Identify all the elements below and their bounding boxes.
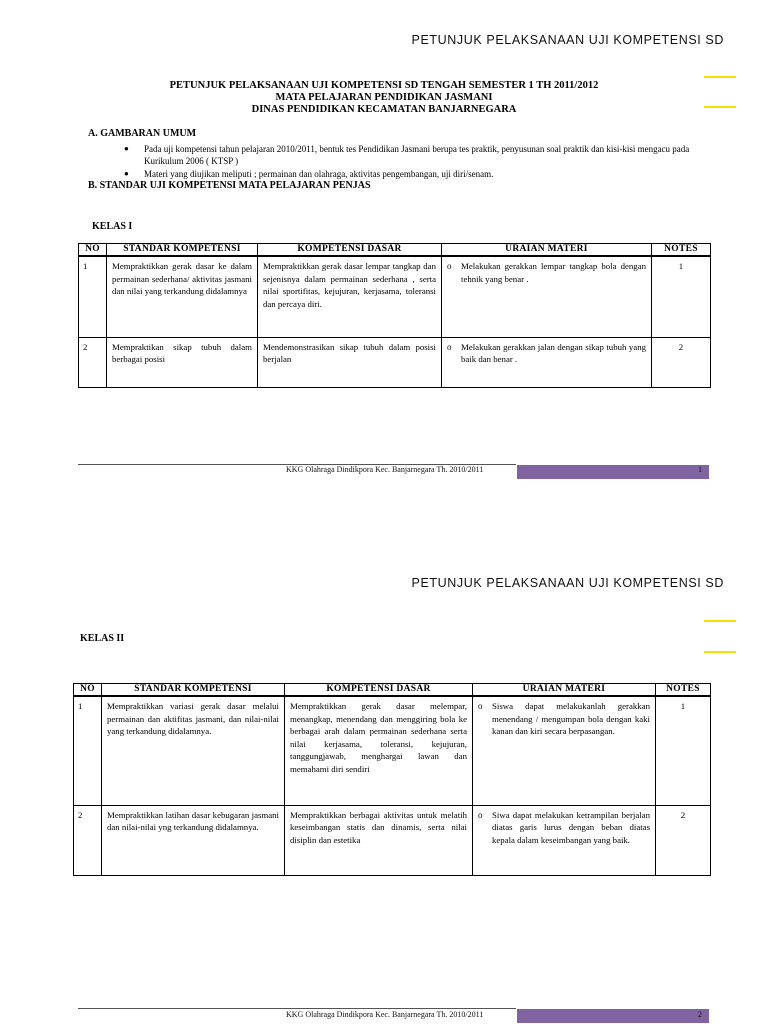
cell-uraian-materi [473,696,656,805]
cell-notes: 2 [652,337,711,387]
footer-rule [78,1008,516,1009]
column-header: URAIAN MATERI [442,244,652,257]
section-b-heading: B. STANDAR UJI KOMPETENSI MATA PELAJARAN PENJAS [88,180,371,191]
cell-no: 1 [79,256,107,337]
table-row [74,805,711,875]
kelas-heading: KELAS II [80,633,125,644]
cell-standar-kompetensi: Mempraktikkan gerak dasar ke dalam permainan sederhana/ aktivitas jasmani dan nilai yang terkandung didalamnya [107,256,258,337]
cell-notes: 1 [652,256,711,337]
circle-bullet-icon: o [447,341,452,352]
table-header-row [74,684,711,697]
column-header: NO [79,244,107,257]
cell-standar-kompetensi: Mempraktikan sikap tubuh dalam berbagai posisi [107,337,258,387]
competency-table [78,243,711,388]
cell-notes: 2 [656,805,711,875]
cell-kompetensi-dasar: Mempraktikkan berbagai aktivitas untuk melatih keseimbangan statis dan dinamis, serta nilai disiplin dan estetika [285,805,473,875]
column-header: KOMPETENSI DASAR [258,244,442,257]
header-accent-line [704,651,736,653]
column-header: NOTES [656,684,711,697]
uraian-text: Siswa dapat melakukanlah gerakkan menendang / mengumpan bola dengan kaki kanan dan kiri secara berpasangan. [492,701,650,736]
column-header: STANDAR KOMPETENSI [107,244,258,257]
table-row [74,696,711,805]
bullet-text: Materi yang diujikan meliputi ; permainan dan olahraga, aktivitas pengembangan, uji diri/senam. [144,169,494,179]
uraian-text: Melakukan gerakkan lempar tangkap bola dengan tehnik yang benar . [461,261,646,284]
column-header: URAIAN MATERI [473,684,656,697]
page-number: 1 [698,465,702,474]
footer-accent-bar [517,465,709,479]
cell-kompetensi-dasar: Mempraktikkan gerak dasar melempar, menangkap, menendang dan menggiring bola ke berbagai arah dalam permainan sederhana serta nilai kerjasama, toleransi, kejujuran, tanggungjawab, menghargai lawan dan memahami diri sendiri [285,696,473,805]
page-header-title: PETUNJUK PELAKSANAAN UJI KOMPETENSI SD [411,576,724,590]
bullet-text: Pada uji kompetensi tahun pelajaran 2010/2011, bentuk tes Pendidikan Jasmani berupa tes praktik, penyusunan soal praktik dan kisi-kisi mengacu pada Kurikulum 2006 ( KTSP ) [144,144,690,166]
circle-bullet-icon: o [478,809,483,820]
footer-text: KKG Olahraga Dindikpora Kec. Banjarnegara Th. 2010/2011 [286,465,484,474]
uraian-text: Siwa dapat melakukan ketrampilan berjalan diatas garis lurus dengan beban diatas kepala dalam keseimbangan yang baik. [492,809,650,845]
bullet-item [124,168,710,180]
column-header: STANDAR KOMPETENSI [102,684,285,697]
title-line-1: PETUNJUK PELAKSANAAN UJI KOMPETENSI SD TENGAH SEMESTER 1 TH 2011/2012 [169,80,599,91]
header-accent-line [704,76,736,78]
page-header-title: PETUNJUK PELAKSANAAN UJI KOMPETENSI SD [411,33,724,47]
kelas-heading: KELAS I [92,221,133,232]
title-line-2: MATA PELAJARAN PENDIDIKAN JASMANI [275,92,493,103]
circle-bullet-icon: o [478,701,483,711]
column-header: KOMPETENSI DASAR [285,684,473,697]
footer-accent-bar [517,1009,709,1023]
bullet-icon: ● [124,144,129,153]
circle-bullet-icon: o [447,261,452,271]
title-line-3: DINAS PENDIDIKAN KECAMATAN BANJARNEGARA [251,104,517,115]
competency-table [73,683,711,876]
bullet-icon: ● [124,169,129,178]
cell-notes: 1 [656,696,711,805]
page-number: 2 [698,1010,702,1019]
table-row [79,337,711,387]
document-title [0,80,768,116]
column-header: NO [74,684,102,697]
cell-standar-kompetensi: Mempraktikkan latihan dasar kebugaran jasmani dan nilai-nilai yng terkandung didalamnya. [102,805,285,875]
cell-kompetensi-dasar: Mendemonstrasikan sikap tubuh dalam posisi berjalan [258,337,442,387]
cell-no: 2 [74,805,102,875]
table-row [79,256,711,337]
bullet-item [124,143,710,167]
footer-text: KKG Olahraga Dindikpora Kec. Banjarnegara Th. 2010/2011 [286,1010,484,1019]
cell-uraian-materi [473,805,656,875]
section-a-heading: A. GAMBARAN UMUM [88,128,197,139]
cell-uraian-materi [442,256,652,337]
cell-kompetensi-dasar: Mempraktikkan gerak dasar lempar tangkap dan sejenisnya dalam permainan sederhana , serta nilai sportifitas, kejujuran, kerjasama, toleransi dan percaya diri. [258,256,442,337]
uraian-text: Melakukan gerakkan jalan dengan sikap tubuh yang baik dan benar . [461,341,646,364]
cell-standar-kompetensi: Mempraktikkan variasi gerak dasar melalui permainan dan aktifitas jasmani, dan nilai-nilai yang terkandung didalamnya. [102,696,285,805]
cell-no: 1 [74,696,102,805]
table-header-row [79,244,711,257]
column-header: NOTES [652,244,711,257]
header-accent-line [704,620,736,622]
cell-no: 2 [79,337,107,387]
cell-uraian-materi [442,337,652,387]
